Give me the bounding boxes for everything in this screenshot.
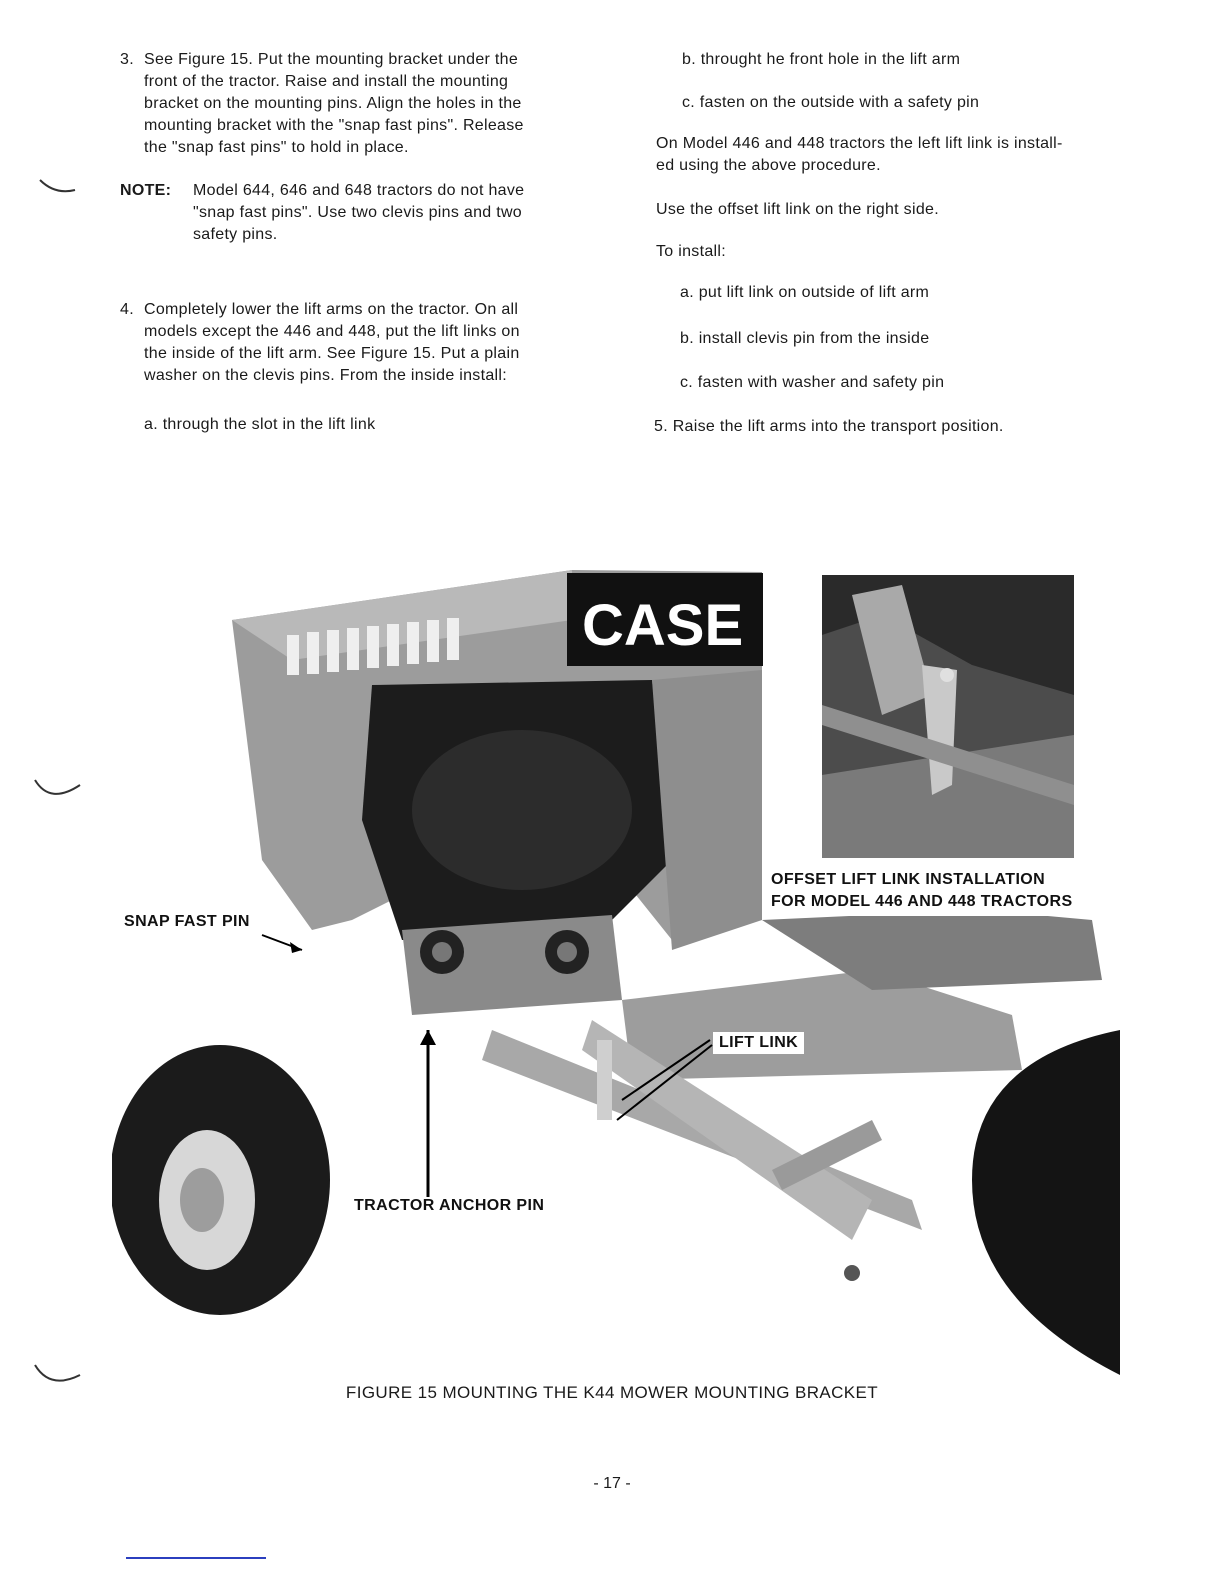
step-3-line: the "snap fast pins" to hold in place. — [144, 139, 409, 156]
step-3-line: See Figure 15. Put the mounting bracket under the — [144, 51, 519, 68]
footer-rule — [126, 1557, 266, 1559]
offset-label-line: OFFSET LIFT LINK INSTALLATION — [771, 871, 1046, 888]
install-item-a: a. put lift link on outside of lift arm — [680, 284, 930, 301]
install-item-c: c. fasten with washer and safety pin — [680, 374, 945, 391]
step-4-line: washer on the clevis pins. From the inside install: — [144, 367, 508, 384]
step-3-line: front of the tractor. Raise and install the mounting — [144, 73, 509, 90]
case-logo-text: CASE — [582, 593, 744, 658]
figure-caption: FIGURE 15 MOUNTING THE K44 MOWER MOUNTING BRACKET — [345, 1383, 879, 1402]
step-4-text — [144, 299, 584, 387]
model-446-448-note — [656, 133, 1126, 177]
note-line: Model 644, 646 and 648 tractors do not have — [193, 182, 525, 199]
step-4-number: 4. — [120, 301, 134, 318]
step-3-line: mounting bracket with the "snap fast pins". Release — [144, 117, 524, 134]
step-4-item-c: c. fasten on the outside with a safety pin — [682, 94, 980, 111]
note-line: safety pins. — [193, 226, 278, 243]
offset-label-line: FOR MODEL 446 AND 448 TRACTORS — [771, 893, 1073, 910]
tractor-anchor-pin-label: TRACTOR ANCHOR PIN — [350, 1197, 548, 1215]
scan-margin-marks — [20, 170, 100, 1570]
lift-link — [597, 1040, 612, 1120]
step-4-line: the inside of the lift arm. See Figure 15. Put a plain — [144, 345, 520, 362]
paragraph-line: On Model 446 and 448 tractors the left lift link is install- — [656, 135, 1063, 152]
step-4-line: models except the 446 and 448, put the lift links on — [144, 323, 520, 340]
right-column — [612, 0, 1224, 460]
to-install-heading: To install: — [656, 243, 726, 260]
step-4-item-b: b. throught he front hole in the lift arm — [682, 51, 961, 68]
offset-lift-link-photo — [822, 575, 1074, 858]
page-number: - 17 - — [593, 1475, 631, 1492]
lift-link-label: LIFT LINK — [713, 1032, 804, 1054]
rear-wheel — [972, 1030, 1120, 1375]
step-3-line: bracket on the mounting pins. Align the holes in the — [144, 95, 522, 112]
step-4-item-a: a. through the slot in the lift link — [144, 416, 376, 433]
paragraph-line: ed using the above procedure. — [656, 157, 881, 174]
offset-lift-link-label — [763, 866, 1081, 916]
step-4-line: Completely lower the lift arms on the tractor. On all — [144, 301, 519, 318]
offset-link-paragraph: Use the offset lift link on the right side. — [656, 201, 939, 218]
snap-fast-pin-label: SNAP FAST PIN — [124, 913, 250, 930]
note-label: NOTE: — [120, 182, 172, 199]
step-3-text — [144, 49, 580, 159]
note-text — [193, 180, 585, 246]
install-item-b: b. install clevis pin from the inside — [680, 330, 930, 347]
step-3-number: 3. — [120, 51, 134, 68]
note-line: "snap fast pins". Use two clevis pins and two — [193, 204, 523, 221]
step-5-text: 5. Raise the lift arms into the transport position. — [654, 418, 1004, 435]
